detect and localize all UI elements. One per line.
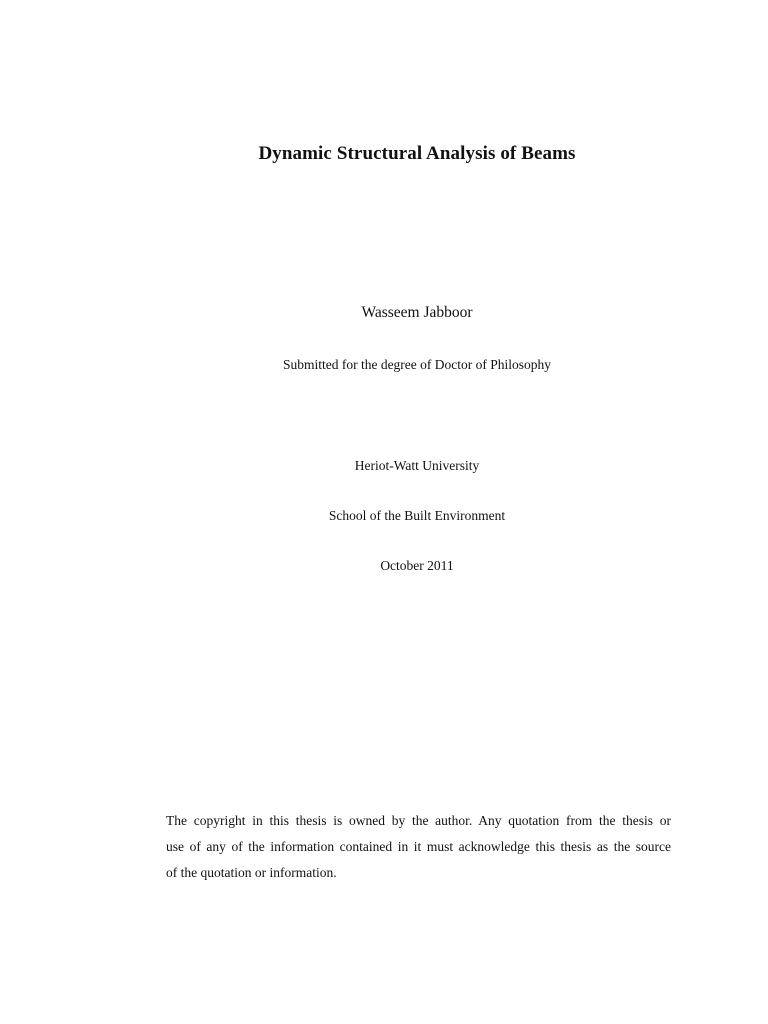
author-name: Wasseem Jabboor xyxy=(361,304,473,321)
school-name: School of the Built Environment xyxy=(328,508,506,523)
copyright-line: of the quotation or information. xyxy=(166,865,337,880)
thesis-title: Dynamic Structural Analysis of Beams xyxy=(258,143,576,164)
degree-statement: Submitted for the degree of Doctor of Philosophy xyxy=(282,357,552,372)
copyright-line: use of any of the information contained in it must acknowledge this thesis as the source xyxy=(166,839,671,854)
copyright-line: The copyright in this thesis is owned by the author. Any quotation from the thesis or xyxy=(166,813,671,828)
copyright-notice xyxy=(166,808,671,886)
university-name: Heriot-Watt University xyxy=(354,458,480,473)
submission-date: October 2011 xyxy=(380,558,454,573)
